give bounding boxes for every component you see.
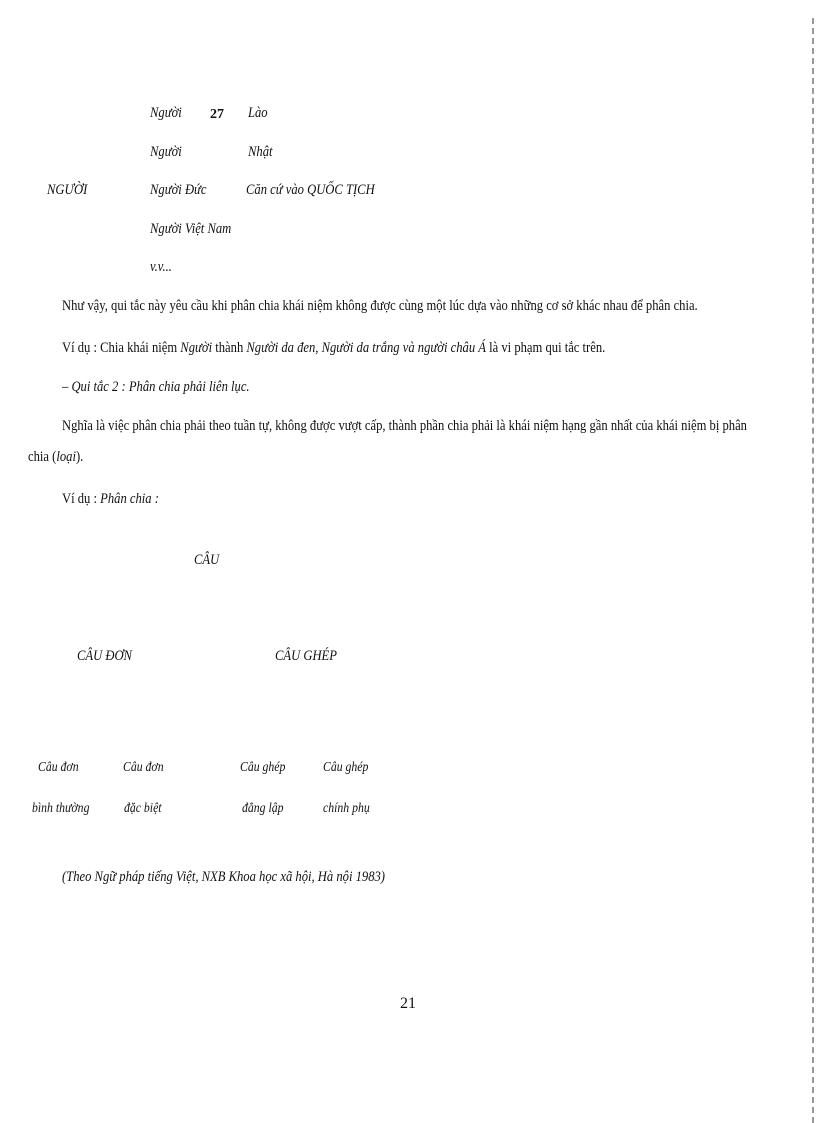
paragraph-rule2-line2 bbox=[28, 448, 83, 466]
tree-leaf-3-top: Câu ghép bbox=[240, 760, 286, 775]
rule2-line2-italic: loại bbox=[56, 449, 76, 465]
rule2-line2-suffix: ). bbox=[75, 449, 84, 465]
item-vv: v.v... bbox=[150, 259, 172, 275]
example1-parts: Người da đen, Người da trắng và người châu Á bbox=[246, 340, 486, 356]
paragraph-rule2-line1: Nghĩa là việc phân chia phải theo tuần tự, không được vượt cấp, thành phần chia phải là khái niệm hạng gần nhất của khái niệm bị phân bbox=[62, 418, 747, 434]
tree-leaf-4-bottom: chính phụ bbox=[323, 801, 370, 816]
tree-cau-don: CÂU ĐƠN bbox=[77, 648, 132, 664]
item-nguoi-1: Người bbox=[150, 105, 182, 121]
item-nguoi-viet-nam: Người Việt Nam bbox=[150, 221, 232, 237]
rule2-line2-prefix: chia ( bbox=[28, 449, 57, 465]
item-nhat: Nhật bbox=[248, 144, 273, 160]
rule2-heading: – Qui tắc 2 : Phân chia phải liên lục. bbox=[62, 379, 250, 395]
item-nguoi-2: Người bbox=[150, 144, 182, 160]
tree-root-cau: CÂU bbox=[194, 552, 220, 568]
criterion-nationality: Căn cứ vào QUỐC TỊCH bbox=[246, 182, 375, 198]
example1-mid: thành bbox=[212, 340, 247, 356]
right-edge-dashed-line bbox=[812, 18, 814, 1123]
paragraph-rule1-summary: Như vậy, qui tắc này yêu cầu khi phân chia khái niệm không được cùng một lúc dựa vào những cơ sở khác nhau để phân chia. bbox=[62, 298, 698, 314]
example2-italic: Phân chia : bbox=[100, 491, 159, 507]
example-2-label bbox=[62, 490, 159, 508]
citation: (Theo Ngữ pháp tiếng Việt, NXB Khoa học xã hội, Hà nội 1983) bbox=[62, 869, 386, 885]
tree-cau-ghep: CÂU GHÉP bbox=[275, 648, 337, 664]
example1-suffix: là vi phạm qui tắc trên. bbox=[485, 340, 606, 356]
item-nguoi-duc: Người Đức bbox=[150, 182, 207, 198]
tree-leaf-1-top: Câu đơn bbox=[38, 760, 79, 775]
example1-concept: Người bbox=[180, 340, 213, 356]
example1-prefix: Ví dụ : Chia khái niệm bbox=[62, 340, 181, 356]
tree-leaf-2-top: Câu đơn bbox=[123, 760, 164, 775]
tree-leaf-3-bottom: đẳng lập bbox=[242, 801, 284, 816]
page-number: 21 bbox=[400, 995, 416, 1012]
paragraph-example-1 bbox=[62, 339, 605, 357]
example2-prefix: Ví dụ : bbox=[62, 491, 101, 507]
tree-leaf-1-bottom: bình thường bbox=[32, 801, 90, 816]
page-ref-number: 27 bbox=[210, 107, 224, 122]
tree-leaf-2-bottom: đặc biệt bbox=[124, 801, 162, 816]
tree-leaf-4-top: Câu ghép bbox=[323, 760, 369, 775]
root-nguoi: NGƯỜI bbox=[47, 182, 88, 198]
item-lao: Lào bbox=[248, 105, 268, 121]
